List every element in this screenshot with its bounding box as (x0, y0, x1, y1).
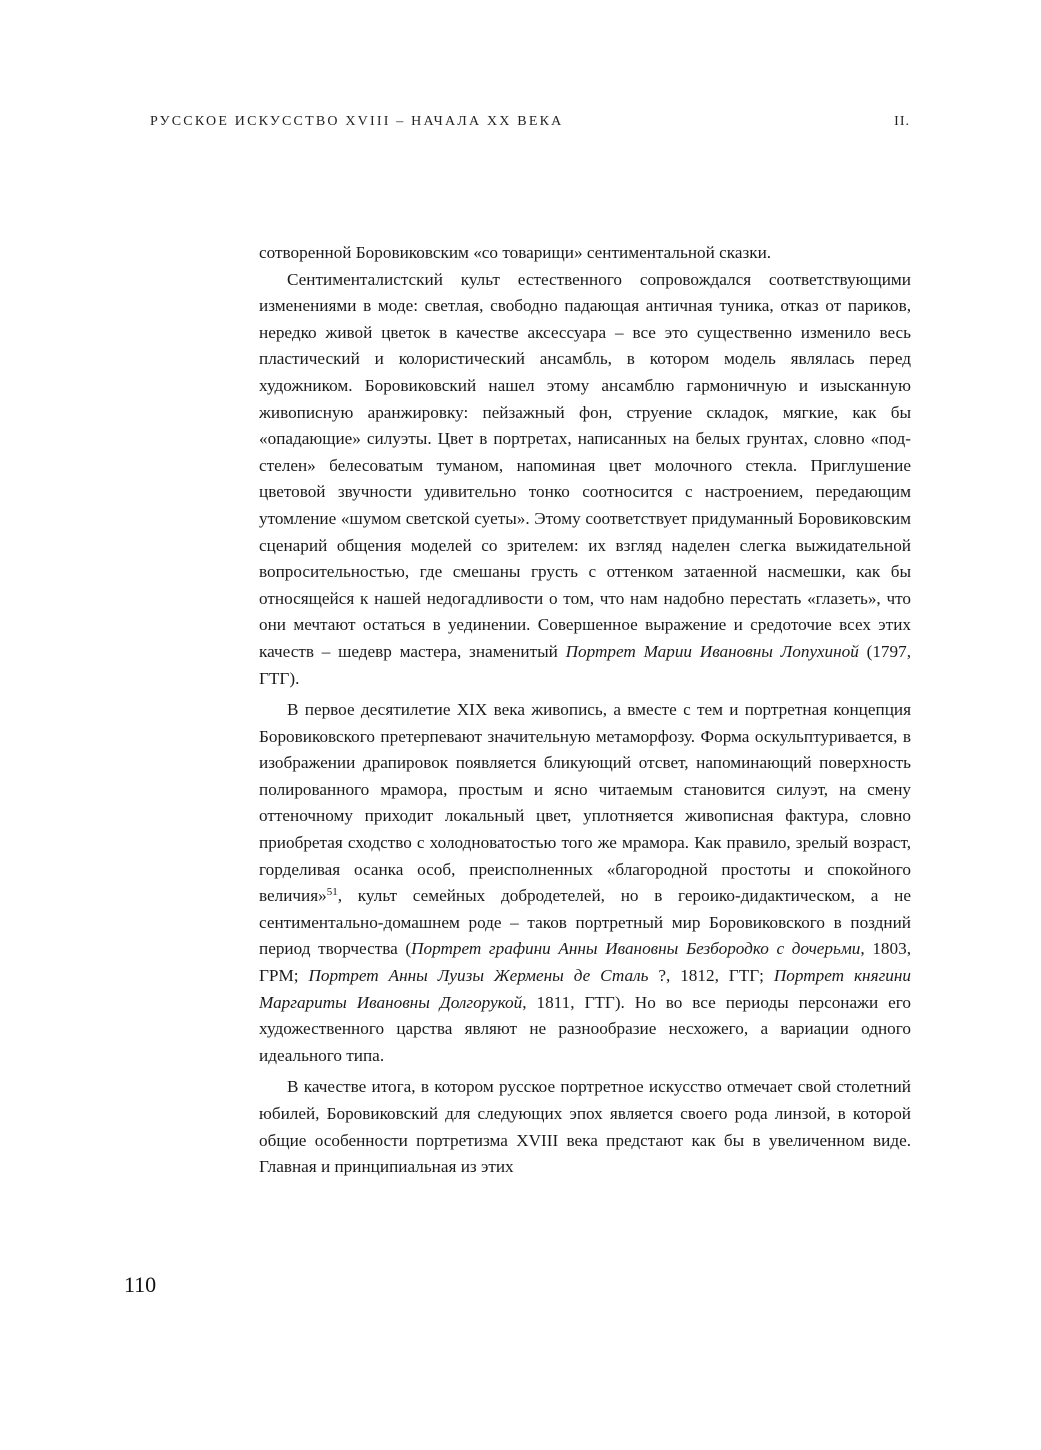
section-number: II. (894, 114, 910, 129)
artwork-title: Портрет графини Анны Ивановны Безбородко с дочерьми (411, 939, 861, 959)
body-text (259, 240, 911, 1181)
paragraph-continuation (259, 240, 911, 267)
text-run: В первое десятилетие XIX века живопись, а вместе с тем и портретная концепция Боровиковского претерпевают значительную метаморфозу. Форма оскульптуривается, в изображении драпировок появляется бликующий отсвет, напоминающий поверхность полированного мрамора, простым и ясно читаемым становится силуэт, на смену оттеночному приходит локальный цвет, уплотняется живописная фактура, словно приобретая сходство с холодноватостью того же мрамора. Как правило, зрелый возраст, горделивая осанка особ, преисполненных «благородной простоты и спокойного величия» (259, 700, 911, 906)
footnote-ref: 51 (326, 886, 338, 899)
artwork-title: Портрет Марии Ивановны Лопухиной (565, 641, 859, 661)
running-title: РУССКОЕ ИСКУССТВО XVIII – НАЧАЛА XX ВЕКА (150, 114, 564, 129)
text-run: (1797, ГТГ). (259, 641, 911, 688)
text-run: В качестве итога, в котором русское портретное искусство отмечает свой столетний юбилей, Боровиковский для следующих эпох является своего рода линзой, в которой общие особенности портретизма XVIII века предстают как бы в увеличенном виде. Главная и принципиальная из этих (259, 1077, 911, 1177)
text-run: , 1811, ГТГ). Но во все периоды персонажи его художественного царства являют не разнообразие несхожего, а вариации одного идеального типа. (259, 992, 911, 1065)
text-run: сотворенной Боровиковским «со товарищи» сентиментальной сказки. (259, 243, 772, 262)
page-number: 110 (124, 1272, 157, 1297)
artwork-title: Портрет Анны Луизы Жермены де Сталь (308, 966, 649, 986)
text-run: Сентименталистский культ естественного сопровождался соответствующими изменениями в моде: светлая, свободно падающая античная туника, отказ от париков, нередко живой цветок в качестве аксессуара – все это существенно изменило весь пластический и колористический ансамбль, в котором модель являлась перед художником. Боровиковский нашел этому ансамблю гармоничную и изысканную живописную аранжировку: пейзажный фон, струение складок, мягкие, как бы «опадающие» силуэты. Цвет в портретах, написанных на белых грунтах, словно «подстелен» белесоватым туманом, напоминая цвет молочного стекла. Приглушение цветовой звучности удивительно тонко соотносится с настроением, передающим утомление «шумом светской суеты». Этому соответствует придуманный Боровиковским сценарий общения моделей со зрителем: их взгляд наделен слегка выжидательной вопросительностью, где смешаны грусть с оттенком затаенной насмешки, как бы относящейся к нашей недогадливости о том, что нам надобно перестать «глазеть», что они мечтают остаться в уединении. Совершенное выражение и средоточие всех этих качеств – шедевр мастера, знаменитый (259, 269, 911, 661)
text-run: , культ семейных добродетелей, но в героико-дидактическом, а не сентиментально-домашнем роде – таков портретный мир Боровиковского в поздний период творчества ( (259, 886, 911, 959)
paragraph (259, 1074, 911, 1180)
running-header (150, 114, 910, 130)
paragraph (259, 267, 911, 693)
artwork-title: Портрет княгини Маргариты Ивановны Долгорукой (259, 966, 911, 1012)
paragraph (259, 697, 911, 1069)
text-run: ?, 1812, ГТГ; (648, 966, 774, 986)
text-run: , 1803, ГРМ; (259, 939, 911, 986)
